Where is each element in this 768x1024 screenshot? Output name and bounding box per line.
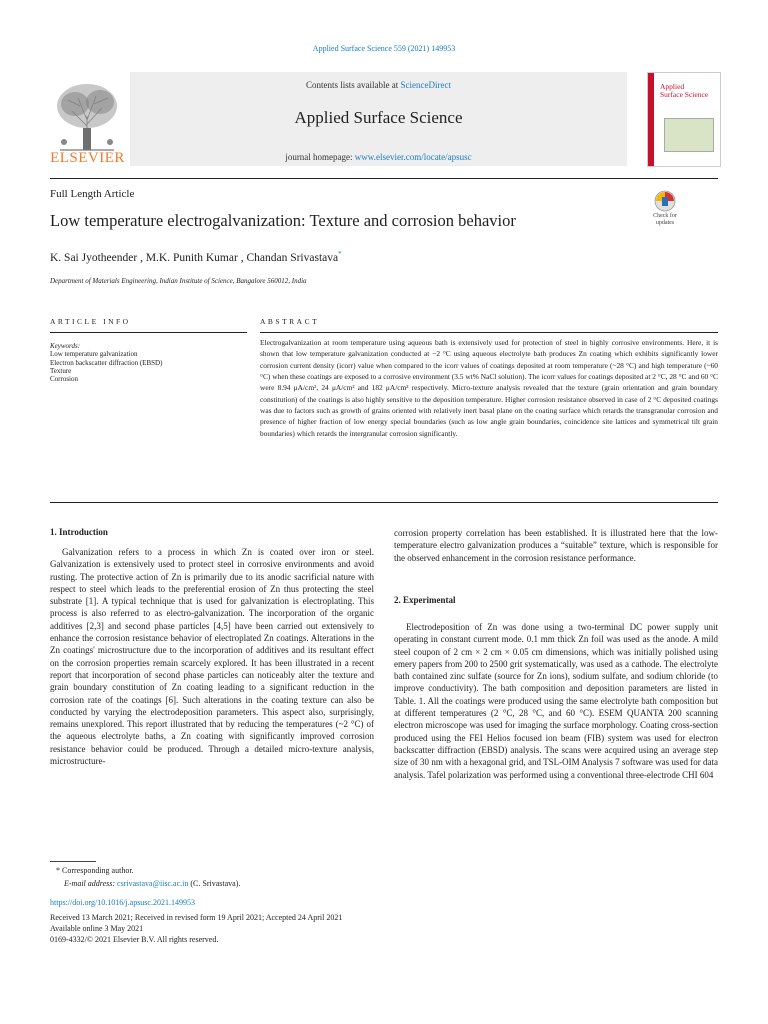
corresponding-author-mark[interactable]: * [338,250,342,258]
experimental-heading: 2. Experimental [394,595,456,605]
article-type: Full Length Article [50,188,135,200]
abstract-heading: ABSTRACT [260,317,320,326]
abstract-body: Electrogalvanization at room temperature using aqueous bath is extensively used for protection of steel in highly corrosive environments. Here, it is shown that low temperature galvanization conducted at −2 °C using aqueous electrolyte bath produces Zn coating which exhibits significantly lower corrosion current density (icorr) value when compared to the icorr values of coatings deposited at room temperature (~28 °C) and high temperature (~60 °C) when these coatings are exposed to a corrosive environment (3.5 wt% NaCl solution). The icorr values for coatings deposited at 2 °C, 28 °C and 60 °C were 8.94 μA/cm², 24 μA/cm² and 182 μA/cm² respectively. Micro-texture analysis revealed that the texture (grain orientation and grain boundary constitution) of the coatings is also highly sensitive to the deposition temperature. Higher corrosion resistance observed in case of 2 °C deposited coatings was due to factors such as growth of grains oriented with relatively inert basal plane on the coating surface which retards the transgranular corrosion and presence of higher fraction of low energy special boundaries (such as low angle grain boundaries, coincidence site lattices and symmetrical tilt grain boundaries) which retards the intergranular corrosion significantly. [260,338,718,438]
cover-title-line1: Applied [660,82,685,91]
article-title: Low temperature electrogalvanization: Texture and corrosion behavior [50,211,516,230]
email-link[interactable]: csrivastava@iisc.ac.in [117,879,189,888]
cover-figure [664,118,714,152]
author-list [50,250,342,264]
experimental-paragraph: Electrodeposition of Zn was done using a two-terminal DC power supply unit operating in constant current mode. 0.1 mm thick Zn foil was used as the anode. A mild steel coupon of 2 cm × 2 cm × 0.05 cm dimensions, which was initially polished using emery papers from 200 to 2500 grit systematically, was used as a cathode. The electrolyte bath contained zinc sulfate (source for Zn ions), sodium sulfate, and sodium chloride (to improve conductivity). The bath composition and deposition parameters are listed in Table. 1. All the coatings were produced using the same electrolyte bath composition but at different temperatures (2 °C, 28 °C, and 60 °C). ESEM QUANTA 200 scanning electron microscope was used for imaging the surface morphology. Coating cross-section produced using the FEI Helios focused ion beam (FIB) system was used for electron backscatter diffraction (EBSD) analysis. The scans were acquired using an average step size of 30 nm with a hexagonal grid, and TSL-OIM Analysis 7 software was used for data analysis. Tafel polarization was performed using a conventional three-electrode CHI 604 [394,622,718,780]
journal-homepage-link[interactable]: www.elsevier.com/locate/apsusc [354,152,472,162]
copyright-line: 0169-4332/© 2021 Elsevier B.V. All rights reserved. [50,935,219,944]
author-affiliation: Department of Materials Engineering, Indian Institute of Science, Bangalore 560012, India [50,277,307,285]
contents-line [130,80,627,90]
journal-title: Applied Surface Science [294,108,463,127]
keyword-item: Corrosion [50,375,78,384]
keyword-item: Low temperature galvanization [50,350,138,359]
corresponding-author-text: Corresponding author. [62,866,134,875]
corresponding-author-footnote [56,866,134,875]
abstract-bottom-rule [50,502,718,503]
sciencedirect-link[interactable]: ScienceDirect [400,80,451,90]
check-for-updates-icon[interactable] [647,190,683,212]
introduction-column [50,546,374,767]
email-label: E-mail address: [64,879,118,888]
keywords-label: Keywords: [50,342,81,350]
check-for-updates-label[interactable] [647,213,683,227]
keyword-item: Texture [50,366,72,375]
available-online: Available online 3 May 2021 [50,924,144,933]
introduction-heading: 1. Introduction [50,527,108,537]
keywords-block [50,342,250,383]
email-suffix: (C. Srivastava). [188,879,241,888]
doi-link[interactable]: https://doi.org/10.1016/j.apsusc.2021.149953 [50,898,195,907]
cover-title-line2: Surface Science [660,90,709,99]
homepage-prefix: journal homepage: [285,152,355,162]
email-footnote [64,879,240,888]
check-for-updates-line2: updates [655,220,675,226]
introduction-paragraph: Galvanization refers to a process in which Zn is coated over iron or steel. Galvanization is extensively used to protect steel in corrosive environments and avoid rusting. The protective action of Zn is primarily due to its anodic sacrificial nature with respect to steel which leads to the preferential erosion of Zn thus protecting the steel substrate [1]. A typical technique that is used for galvanization is electroplating. This process is also referred to as electro-galvanization. The incorporation of the organic additives [2,3] and second phase particles [4,5] have been carried out extensively to enhance the corrosion resistance behavior of electroplated Zn coatings. Alterations in the Zn coatings' microstructure due to the incorporation of additives and its resultant effect on the corrosion properties remain scarcely explored. It has been illustrated in a recent report that incorporation of second phase particles can noticeably alter the texture and grain boundary constitution of Zn coating leading to a significant reduction in the corrosion rate of the coatings [6]. Such alterations in the coating texture can also be conducted by varying the electrodeposition parameters. This aspect also, surprisingly, remains unexplored. This report illustrated that by reducing the temperatures (~2 °C) of the aqueous electrolyte baths, a Zn coating with significantly improved corrosion resistance behavior could be produced. Through a detailed micro-texture analysis, microstructure- [50,547,374,767]
keyword-item: Electron backscatter diffraction (EBSD) [50,358,163,367]
homepage-line [130,152,627,162]
experimental-column [394,621,718,781]
abstract-rule [260,332,718,333]
header-divider [50,178,718,179]
contents-prefix: Contents lists available at [306,80,401,90]
introduction-continued-column [394,527,718,564]
cover-red-bar [648,73,654,166]
article-history [50,912,342,945]
footnote-rule [50,861,96,862]
journal-citation-link[interactable]: Applied Surface Science 559 (2021) 149953 [312,44,456,53]
journal-cover-image [647,72,721,167]
article-info-rule [50,332,247,333]
cover-title [660,83,708,99]
received-dates: Received 13 March 2021; Received in revised form 19 April 2021; Accepted 24 April 2021 [50,913,343,922]
article-info-heading: ARTICLE INFO [50,317,131,326]
check-for-updates-line1: Check for [653,213,677,219]
author-names: K. Sai Jyotheender , M.K. Punith Kumar , Chandan Srivastava [50,251,339,264]
publisher-logo-text: ELSEVIER [50,150,125,166]
footnote-mark: * [56,866,60,875]
introduction-continued-paragraph: corrosion property correlation has been established. It is illustrated here that the low-temperature electro galvanization produces a “suitable” texture, which is responsible for the observed enhancement in the corrosion resistance performance. [394,528,718,563]
